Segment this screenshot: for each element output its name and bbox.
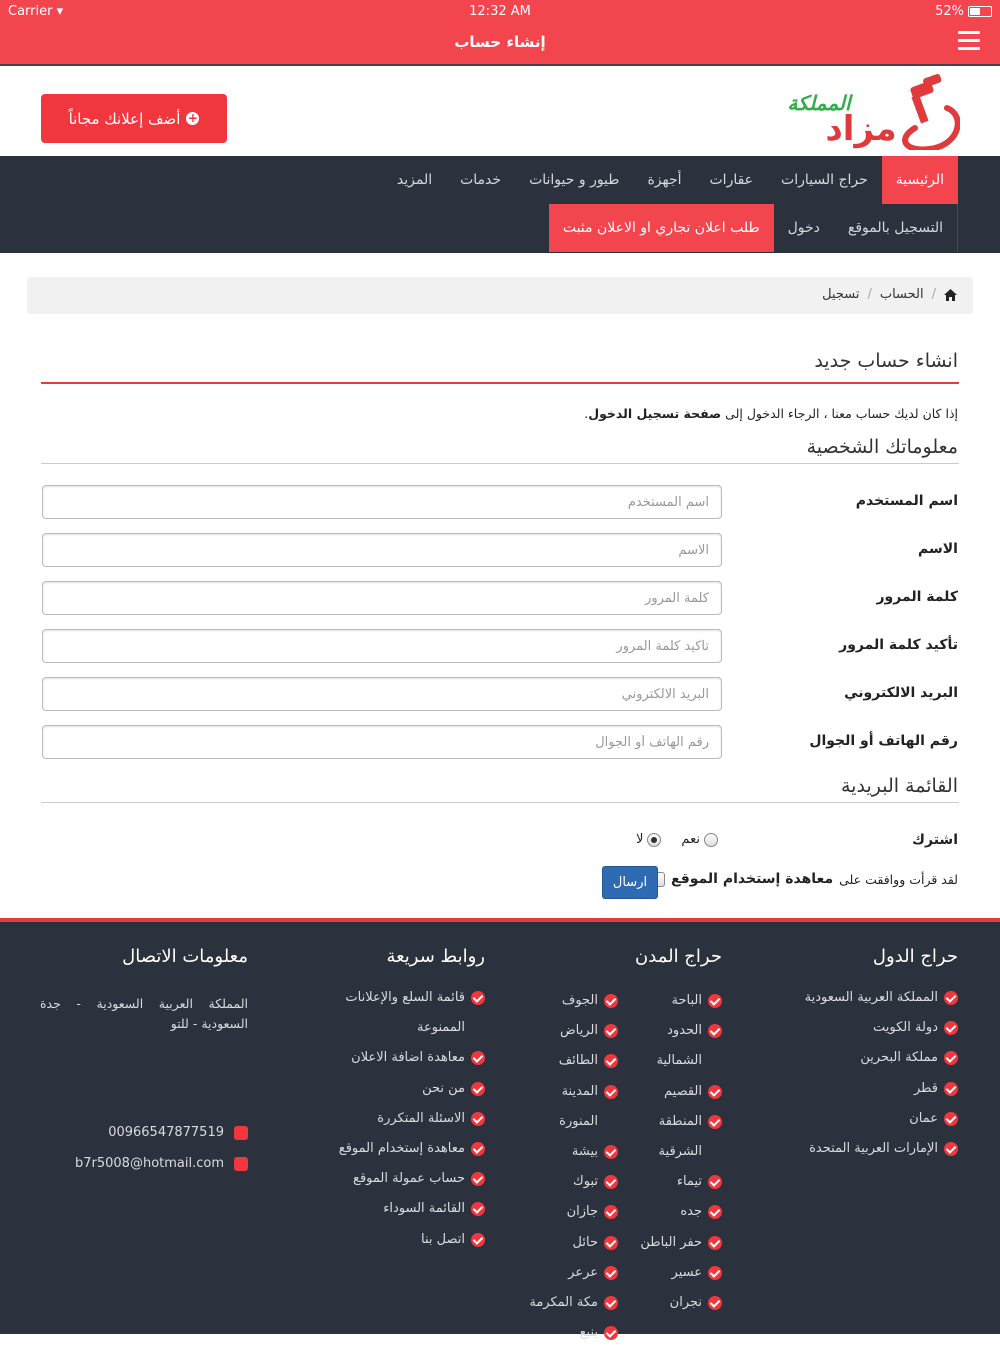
check-circle-icon [944,1112,958,1126]
footer-link-label: معاهدة اضافة الاعلان [351,1050,465,1066]
footer-contact [122,946,248,989]
check-circle-icon [708,1175,722,1189]
nav-item-birds-animals[interactable]: طيور و حيوانات [529,172,620,188]
footer-link[interactable] [622,1113,722,1143]
login-page-link[interactable]: صفحة تسجيل الدخول [588,406,722,421]
footer-link-label: معاهدة إستخدام الموقع [338,1140,465,1156]
footer-link[interactable] [305,1231,485,1261]
confirm-password-label: تأكيد كلمة المرور [839,637,958,653]
envelope-icon [234,1157,248,1171]
name-label: الاسم [918,541,958,557]
logo-text-red: مزاد [825,109,897,149]
logo-text-green: المملكة [787,91,851,115]
footer-link[interactable] [518,1294,618,1324]
check-circle-icon [708,1236,722,1250]
nav-item-more[interactable]: المزيد [396,172,433,188]
footer-link-label: المملكة العربية السعودية [804,990,938,1005]
footer-link-label: حساب عمولة الموقع [353,1171,465,1187]
footer-link-label: حفر الباطن [640,1234,702,1250]
footer-link[interactable] [622,1052,722,1082]
nav-item-devices[interactable]: أجهزة [647,172,682,188]
contact-email[interactable] [75,1156,248,1171]
check-circle-icon [604,1085,618,1099]
check-circle-icon [471,1051,485,1065]
nav-row-account [549,204,958,252]
footer-countries [805,946,958,1170]
carrier-label: Carrier ▾ [8,4,64,19]
check-circle-icon [471,1233,485,1247]
subscribe-label: اشترك [912,832,958,848]
check-circle-icon [708,1085,722,1099]
nav-item-request-ad[interactable]: طلب اعلان تجاري او الاعلان مثبت [549,204,774,252]
subscribe-yes-option[interactable] [681,832,718,847]
battery-percent: 52% [935,4,964,19]
footer-link-label: جازان [566,1204,598,1220]
footer-link-label: مملكة البحرين [860,1050,938,1066]
check-circle-icon [604,1266,618,1280]
footer-link-label: دولة الكويت [873,1020,938,1036]
footer-link-label: حائل [572,1234,598,1250]
contact-title: معلومات الاتصال [122,946,248,967]
footer-link-label: قائمة السلع والإعلانات [345,990,465,1005]
check-circle-icon [471,991,485,1005]
subscribe-no-option[interactable] [636,832,661,847]
mailing-list-divider [41,802,959,803]
footer-link[interactable] [622,1143,722,1173]
check-circle-icon [944,1021,958,1035]
footer-link[interactable] [805,989,958,1019]
username-label: اسم المستخدم [855,493,958,509]
check-circle-icon [604,1145,618,1159]
footer-link[interactable] [805,1140,958,1170]
footer-link[interactable] [622,1083,722,1113]
plus-circle-icon: + [187,111,198,125]
footer-link[interactable] [622,1022,722,1052]
footer-link-label: القائمة السوداء [383,1201,465,1217]
footer-link-label: المنورة [559,1113,598,1129]
quick-links-title: روابط سريعة [386,946,485,967]
nav-row-primary [383,156,958,204]
cities-title: حراج المدن [635,946,722,967]
terms-prefix: لقد قرأت ووافقت على [839,871,958,887]
nav-item-services[interactable]: خدمات [460,172,502,188]
cities-list-left [518,992,618,1354]
home-icon[interactable] [944,289,957,301]
email-address[interactable]: b7r5008@hotmail.com [75,1156,224,1171]
footer-link-label: اتصل بنا [421,1231,465,1247]
check-circle-icon [708,1024,722,1038]
footer-link[interactable] [622,1294,722,1324]
nav-item-register[interactable]: التسجيل بالموقع [847,220,943,236]
note-suffix: . [584,406,589,421]
footer-link-label: عمان [909,1110,938,1126]
phone-icon [234,1126,248,1140]
footer-link[interactable] [518,1173,618,1203]
footer-link-label: تبوك [573,1174,598,1190]
footer-link[interactable] [805,1019,958,1049]
footer-link-label: تيماء [676,1174,702,1190]
email-input[interactable] [42,677,722,711]
footer-link[interactable] [805,1110,958,1140]
check-circle-icon [604,994,618,1008]
footer-link[interactable] [622,1264,722,1294]
email-label: البريد الالكتروني [844,685,958,701]
note-prefix: إذا كان لديك حساب معنا ، الرجاء الدخول إلى [725,406,958,421]
check-circle-icon [471,1142,485,1156]
check-circle-icon [604,1054,618,1068]
check-circle-icon [471,1082,485,1096]
footer-link[interactable] [305,1080,485,1110]
check-circle-icon [471,1112,485,1126]
breadcrumb-register: تسجيل [822,287,860,302]
footer-link[interactable] [518,1203,618,1233]
footer-link[interactable] [305,1140,485,1170]
footer-link-label: قطر [913,1080,938,1096]
check-circle-icon [708,1266,722,1280]
subscribe-radio-group [636,832,718,847]
contact-phone[interactable] [108,1125,248,1140]
countries-list [805,989,958,1170]
gavel-icon [905,73,958,149]
footer-link-label: ينبع [579,1325,598,1341]
footer-link-label: نجران [669,1294,702,1310]
mailing-list-title: القائمة البريدية [841,775,958,797]
footer-link-label: الاسئلة المتكررة [377,1110,465,1126]
password-input[interactable] [42,581,722,615]
nav-item-cars[interactable]: حراج السيارات [781,172,868,188]
battery-fill [970,8,980,15]
contact-address: المملكة العربية السعودية - جدة السعودية - للتو [40,996,248,1031]
phone-input[interactable] [42,725,722,759]
clock: 12:32 AM [469,4,531,19]
check-circle-icon [604,1024,618,1038]
check-circle-icon [944,1082,958,1096]
footer-cities [542,946,722,989]
add-ad-button[interactable] [41,94,227,143]
battery-status [935,4,992,19]
footer-link-label: عسير [671,1264,702,1280]
footer-link-label: الرياض [559,1023,598,1039]
footer-link[interactable] [622,1203,722,1233]
breadcrumb-separator: / [867,287,872,302]
footer-link[interactable] [805,1080,958,1110]
personal-info-title: معلوماتك الشخصية [806,436,958,458]
footer-link[interactable] [518,1234,618,1264]
check-circle-icon [708,1296,722,1310]
footer-link[interactable] [622,1234,722,1264]
footer-link-label: الشرقية [658,1143,702,1159]
footer-link-label: المنطقة [658,1113,702,1129]
footer-link-label: الممنوعة [417,1020,465,1036]
footer-link[interactable] [305,1170,485,1200]
footer-link-label: الحدود [667,1023,702,1039]
site-logo[interactable] [775,70,960,150]
check-circle-icon [604,1175,618,1189]
form-title-divider [41,382,959,384]
battery-icon [968,6,992,17]
breadcrumb [27,277,973,314]
check-circle-icon [708,994,722,1008]
subscribe-no-label: لا [636,832,644,847]
subscribe-yes-radio[interactable] [704,833,718,847]
footer-link[interactable] [518,1083,618,1113]
submit-button[interactable]: ارسال [602,866,658,899]
status-bar [0,0,1000,22]
check-circle-icon [604,1296,618,1310]
cities-list-right [622,992,722,1324]
main-nav [0,156,1000,253]
check-circle-icon [604,1326,618,1340]
check-circle-icon [944,991,958,1005]
footer-link[interactable] [305,1200,485,1230]
footer-link[interactable] [518,1143,618,1173]
footer-link-label: بيشة [571,1143,598,1159]
app-bar [0,22,1000,64]
check-circle-icon [944,1142,958,1156]
footer-link[interactable] [805,1049,958,1079]
footer-link[interactable] [305,1110,485,1140]
footer-link-label: القصيم [664,1083,702,1099]
login-note [584,406,958,421]
footer-link[interactable] [518,1022,618,1052]
subscribe-yes-label: نعم [681,832,700,847]
breadcrumb-account[interactable]: الحساب [879,287,924,302]
brand-header [0,66,1000,156]
footer-link-label: عرعر [568,1264,598,1280]
footer-link[interactable] [518,1264,618,1294]
check-circle-icon [604,1205,618,1219]
footer-link-label: الشمالية [656,1053,702,1069]
footer-link[interactable] [518,1113,618,1143]
footer-link-label: جده [680,1204,702,1220]
countries-title: حراج الدول [872,946,958,967]
nav-separator [957,204,958,252]
nav-item-home[interactable]: الرئيسية [882,156,958,204]
page-title: إنشاء حساب [454,33,546,51]
footer-link[interactable] [518,1324,618,1354]
footer-link[interactable] [622,992,722,1022]
footer-link[interactable] [305,989,485,1019]
add-ad-label: أضف إعلانك مجاناً [68,109,181,128]
personal-info-divider [41,463,959,464]
check-circle-icon [944,1051,958,1065]
footer-link[interactable] [518,1052,618,1082]
hamburger-menu-icon[interactable] [958,31,980,51]
terms-link[interactable]: معاهدة إستخدام الموقع [671,871,834,887]
footer-quick-links [305,946,485,1261]
footer-link[interactable] [518,992,618,1022]
nav-item-login[interactable]: دخول [787,220,820,236]
footer-link-label: الجوف [561,993,598,1008]
footer-link[interactable] [305,1049,485,1079]
check-circle-icon [708,1115,722,1129]
form-title: انشاء حساب جديد [814,350,958,372]
footer-link-label: المدينة [561,1083,598,1099]
breadcrumb-separator: / [931,287,936,302]
check-circle-icon [604,1236,618,1250]
check-circle-icon [708,1205,722,1219]
quick-links-list [305,989,485,1261]
password-label: كلمة المرور [876,589,958,605]
footer-link-label: الطائف [558,1053,598,1069]
wifi-icon: ▾ [56,4,64,19]
check-circle-icon [471,1172,485,1186]
footer-link-label: الباحة [671,993,702,1008]
subscribe-no-radio[interactable] [647,833,661,847]
footer [0,918,1000,1341]
confirm-password-input[interactable] [42,629,722,663]
footer-link-label: الإمارات العربية المتحدة [809,1140,938,1156]
phone-number[interactable]: 00966547877519 [108,1125,224,1140]
check-circle-icon [471,1202,485,1216]
phone-label: رقم الهاتف أو الجوال [809,733,958,749]
nav-item-real-estate[interactable]: عقارات [709,172,754,188]
name-input[interactable] [42,533,722,567]
footer-link[interactable] [622,1173,722,1203]
footer-link-label: مكة المكرمة [529,1294,598,1310]
footer-link[interactable] [305,1019,485,1049]
terms-agreement [650,871,958,887]
username-input[interactable] [42,485,722,519]
footer-link-label: من نحن [422,1080,465,1096]
